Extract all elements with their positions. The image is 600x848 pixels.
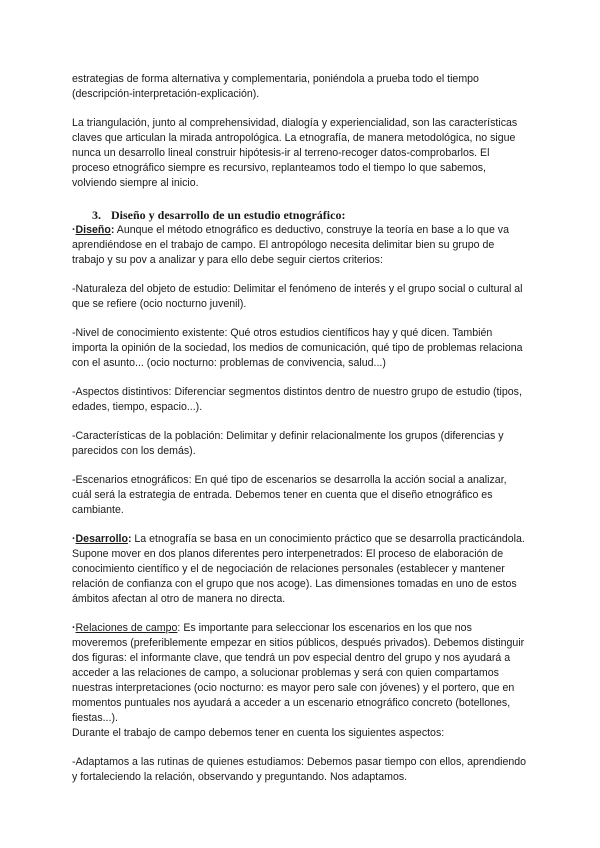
spacer [72,415,528,429]
diseno-colon: : [110,224,115,236]
section-number: 3. [92,208,101,222]
section-heading [72,208,528,223]
diseno-label: Diseño [75,224,111,236]
criterion-conocimiento: -Nivel de conocimiento existente: Qué otros estudios científicos hay y qué dicen. También importa la opinión de la sociedad, los medios de comunicación, qué tipo de problemas relaciona con el asunto... (ocio nocturno: problemas de convivencia, salud...) [72,327,523,369]
criterion-aspectos: -Aspectos distintivos: Diferenciar segmentos distintos dentro de nuestro grupo de estudio (tipos, edades, tiempo, espacio...). [72,386,522,413]
paragraph-triangulation: La triangulación, junto al comprehensividad, dialogía y experiencialidad, son las características claves que articulan la mirada antropológica. La etnografía, de manera metodológica, no sigue nunca un desarrollo lineal construir hipótesis-ir al terreno-recoger datos-comprobarlos. El proceso etnográfico siempre es recursivo, replanteamos todo el tiempo lo que sabemos, volviendo siempre al inicio. [72,117,518,189]
relaciones-colon: : [177,622,181,634]
desarrollo-label: Desarrollo [75,533,128,545]
spacer [72,312,528,326]
document-page [72,72,528,785]
paragraph-relaciones [72,621,528,726]
spacer [72,741,528,755]
spacer [72,518,528,532]
spacer [72,102,528,116]
paragraph-durante: Durante el trabajo de campo debemos tener en cuenta los siguientes aspectos: [72,727,445,739]
paragraph-intro-continuation: estrategias de forma alternativa y complementaria, poniéndola a prueba todo el tiempo (descripción-interpretación-explicación). [72,73,479,100]
spacer [72,371,528,385]
spacer [72,459,528,473]
relaciones-label: Relaciones de campo [75,622,178,634]
bullet-dot: · [72,533,76,545]
section-title: Diseño y desarrollo de un estudio etnográfico: [111,208,346,222]
bullet-dot: · [72,224,76,236]
criterion-poblacion: -Características de la población: Delimitar y definir relacionalmente los grupos (diferencias y parecidos con los demás). [72,430,504,457]
spacer [72,268,528,282]
paragraph-desarrollo [72,532,528,607]
criterion-escenarios: -Escenarios etnográficos: En qué tipo de escenarios se desarrolla la acción social a analizar, cuál será la estrategia de entrada. Debemos tener en cuenta que el diseño etnográfico es cambiante. [72,474,507,516]
aspect-adaptamos: -Adaptamos a las rutinas de quienes estudiamos: Debemos pasar tiempo con ellos, aprendiendo y fortaleciendo la relación, observando y preguntando. Nos adaptamos. [72,756,527,783]
desarrollo-colon: : [127,533,132,545]
spacer [72,191,528,205]
criterion-naturaleza: -Naturaleza del objeto de estudio: Delimitar el fenómeno de interés y el grupo social o cultural al que se refiere (ocio nocturno juvenil). [72,283,523,310]
spacer [72,607,528,621]
relaciones-text: Es importante para seleccionar los escenarios en los que nos moveremos (preferiblemente empezar en sitios públicos, después privados). Debemos distinguir dos figuras: el informante clave, que tendrá un pov especial dentro del grupo y nos ayudará a acceder a las relaciones de campo, a solucionar problemas y será con quien compartamos nuestras interpretaciones (ocio nocturno: es mayor pero sale con jóvenes) y el portero, que en momentos puntuales nos ayudará a acceder a un escenario etnográfico concreto (botellones, fiestas...). [72,622,525,724]
diseno-text: Aunque el método etnográfico es deductivo, construye la teoría en base a lo que va aprendiéndose en el trabajo de campo. El antropólogo necesita delimitar bien su grupo de trabajo y su pov a analizar y para ello debe seguir ciertos criterios: [72,224,509,266]
paragraph-diseno [72,223,528,268]
desarrollo-text: La etnografía se basa en un conocimiento práctico que se desarrolla practicándola. Supone mover en dos planos diferentes pero interpenetrados: El proceso de elaboración de conocimiento científico y el de negociación de relaciones personales (establecer y mantener relación de confianza con el grupo que nos acoge). Las dimensiones tomadas en uno de estos ámbitos afectan al otro de manera no directa. [72,533,525,605]
bullet-dot: · [72,622,76,634]
